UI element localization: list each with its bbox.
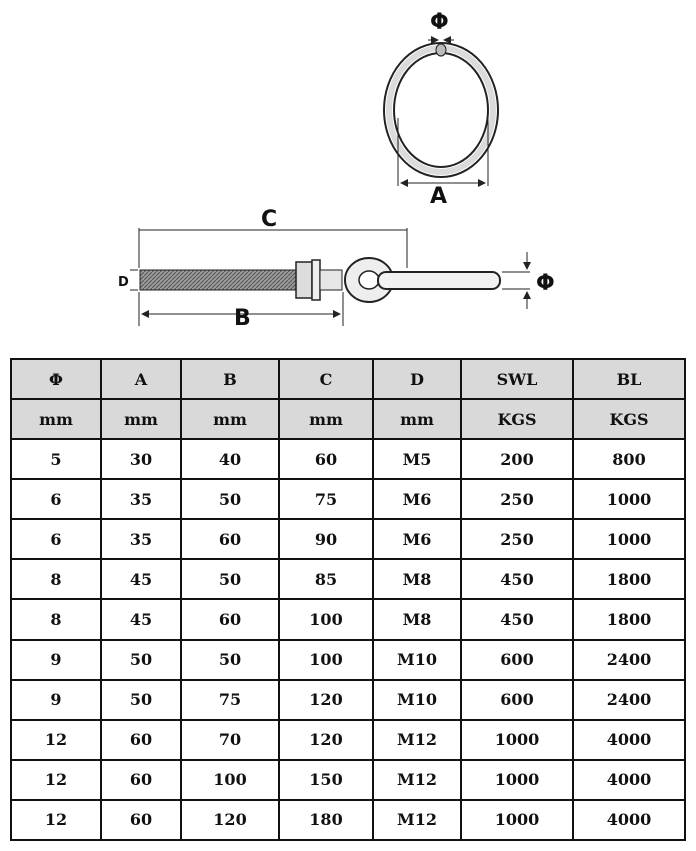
table-cell: 60	[181, 519, 279, 559]
table-cell: 12	[11, 760, 101, 800]
table-cell: 60	[101, 800, 181, 840]
table-row	[11, 640, 685, 680]
a-label: A	[430, 184, 448, 209]
eye-bolt-side-view	[130, 228, 530, 326]
table-cell: 6	[11, 479, 101, 519]
table-cell: mm	[279, 399, 373, 439]
table-cell: 75	[279, 479, 373, 519]
table-cell: 60	[181, 599, 279, 639]
table-cell: B	[181, 359, 279, 399]
spec-table	[10, 358, 686, 841]
table-cell: 75	[181, 680, 279, 720]
table-cell: 120	[279, 720, 373, 760]
table-cell: 50	[181, 479, 279, 519]
d-label: D	[118, 275, 129, 290]
table-row	[11, 760, 685, 800]
table-cell: 4000	[573, 800, 685, 840]
table-cell: 1000	[461, 720, 573, 760]
table-cell: M10	[373, 640, 461, 680]
table-cell: 85	[279, 559, 373, 599]
table-cell: M12	[373, 720, 461, 760]
header-row	[11, 359, 685, 399]
table-cell: 70	[181, 720, 279, 760]
table-cell: SWL	[461, 359, 573, 399]
table-cell: 60	[101, 760, 181, 800]
table-cell: 6	[11, 519, 101, 559]
table-cell: 250	[461, 519, 573, 559]
table-cell: 12	[11, 800, 101, 840]
table-cell: mm	[101, 399, 181, 439]
table-cell: 1000	[573, 479, 685, 519]
table-cell: 1000	[573, 519, 685, 559]
table-row	[11, 479, 685, 519]
units-row	[11, 399, 685, 439]
table-cell: M12	[373, 760, 461, 800]
table-cell: 40	[181, 439, 279, 479]
table-cell: 100	[279, 640, 373, 680]
table-cell: M6	[373, 479, 461, 519]
table-cell: 50	[181, 640, 279, 680]
table-cell: 250	[461, 479, 573, 519]
table-cell: 60	[101, 720, 181, 760]
table-cell: M12	[373, 800, 461, 840]
table-cell: 35	[101, 479, 181, 519]
table-cell: M10	[373, 680, 461, 720]
table-cell: 30	[101, 439, 181, 479]
table-cell: 600	[461, 680, 573, 720]
table-cell: 600	[461, 640, 573, 680]
table-cell: 45	[101, 559, 181, 599]
table-cell: 150	[279, 760, 373, 800]
b-label: B	[234, 306, 251, 331]
table-cell: 120	[279, 680, 373, 720]
table-cell: 9	[11, 680, 101, 720]
table-row	[11, 519, 685, 559]
technical-diagram	[0, 0, 696, 340]
c-label: C	[261, 207, 278, 232]
table-cell: 180	[279, 800, 373, 840]
table-row	[11, 439, 685, 479]
table-row	[11, 720, 685, 760]
table-cell: 45	[101, 599, 181, 639]
table-cell: 4000	[573, 720, 685, 760]
table-cell: mm	[11, 399, 101, 439]
table-cell: 800	[573, 439, 685, 479]
ring-top-view	[384, 40, 498, 186]
table-cell: 1800	[573, 559, 685, 599]
table-cell: 8	[11, 559, 101, 599]
phi-side-label: Φ	[536, 271, 555, 296]
table-cell: 50	[181, 559, 279, 599]
table-cell: 1000	[461, 760, 573, 800]
table-row	[11, 800, 685, 840]
table-cell: M8	[373, 599, 461, 639]
phi-top-label: Φ	[430, 10, 449, 35]
table-cell: KGS	[461, 399, 573, 439]
table-cell: 100	[279, 599, 373, 639]
table-cell: M6	[373, 519, 461, 559]
table-cell: 120	[181, 800, 279, 840]
table-cell: C	[279, 359, 373, 399]
table-cell: 2400	[573, 680, 685, 720]
table-row	[11, 599, 685, 639]
table-cell: 450	[461, 559, 573, 599]
table-cell: BL	[573, 359, 685, 399]
table-cell: M8	[373, 559, 461, 599]
table-cell: KGS	[573, 399, 685, 439]
table-cell: M5	[373, 439, 461, 479]
table-cell: 90	[279, 519, 373, 559]
table-cell: 200	[461, 439, 573, 479]
table-cell: Φ	[11, 359, 101, 399]
table-cell: 2400	[573, 640, 685, 680]
table-row	[11, 680, 685, 720]
table-cell: 450	[461, 599, 573, 639]
table-cell: A	[101, 359, 181, 399]
table-cell: mm	[373, 399, 461, 439]
table-cell: 60	[279, 439, 373, 479]
table-cell: 50	[101, 640, 181, 680]
table-cell: 9	[11, 640, 101, 680]
table-cell: 35	[101, 519, 181, 559]
table-cell: 100	[181, 760, 279, 800]
table-cell: mm	[181, 399, 279, 439]
table-cell: 50	[101, 680, 181, 720]
table-cell: 1000	[461, 800, 573, 840]
table-cell: D	[373, 359, 461, 399]
table-cell: 12	[11, 720, 101, 760]
table-cell: 8	[11, 599, 101, 639]
table-cell: 5	[11, 439, 101, 479]
table-cell: 4000	[573, 760, 685, 800]
table-cell: 1800	[573, 599, 685, 639]
table-row	[11, 559, 685, 599]
